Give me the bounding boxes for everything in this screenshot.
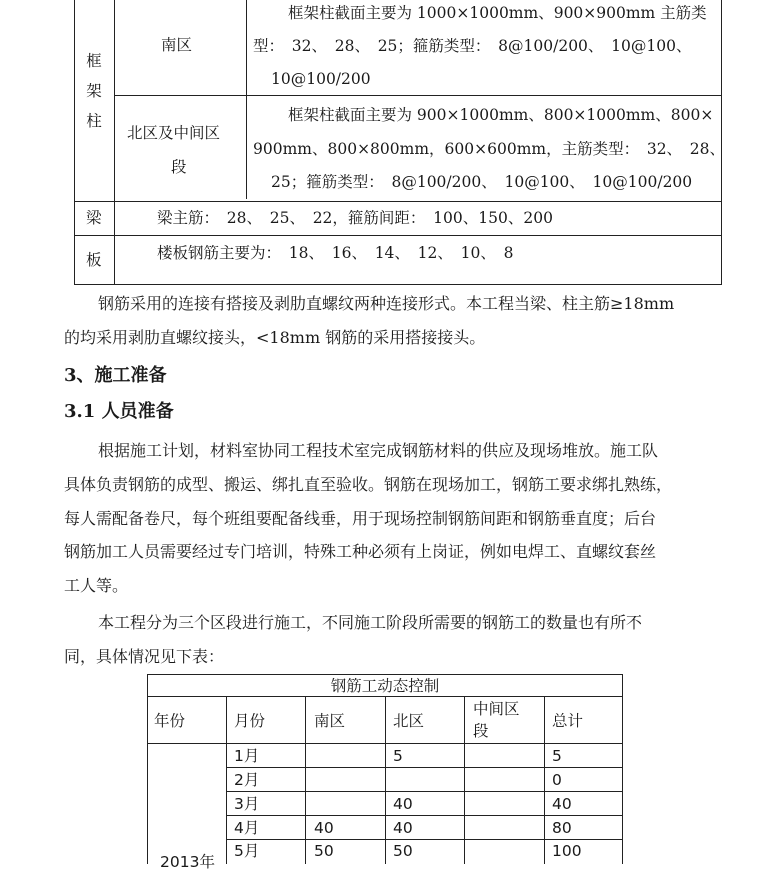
staff-paragraph-line: 每人需配备卷尺，每个班组要配备线垂，用于现场控制钢筋间距和钢筋垂直度；后台: [64, 509, 657, 528]
row-label-frame-column: [83, 46, 105, 136]
label-char: 柱: [86, 112, 102, 130]
north-spec-line: 框架柱截面主要为 900×1000mm、800×1000mm、800×: [288, 106, 714, 124]
year-cell: 2013年: [160, 853, 215, 871]
month-cell: 4月: [234, 819, 260, 837]
rebar-spec-table: [74, 0, 726, 285]
connection-paragraph-line: 钢筋采用的连接有搭接及剥肋直螺纹两种连接形式。本工程当梁、柱主筋≥18mm: [98, 294, 675, 313]
beam-spec: 梁主筋： 28、 25、 22，箍筋间距： 100、150、200: [157, 209, 553, 227]
north-cell: 50: [393, 842, 413, 860]
table-divider: [226, 696, 227, 864]
header-month: 月份: [234, 712, 266, 730]
month-cell: 3月: [234, 795, 260, 813]
staff-paragraph-line: 工人等。: [64, 576, 129, 595]
table-divider: [246, 0, 247, 199]
north-cell: 40: [393, 819, 413, 837]
table-divider: [226, 767, 622, 768]
month-cell: 1月: [234, 747, 260, 765]
total-cell: 40: [552, 795, 572, 813]
total-cell: 100: [552, 842, 582, 860]
total-cell: 80: [552, 819, 572, 837]
table-title: 钢筋工动态控制: [330, 677, 440, 695]
sections-paragraph-line: 本工程分为三个区段进行施工，不同施工阶段所需要的钢筋工的数量也有所不: [98, 613, 643, 632]
header-south: 南区: [314, 712, 346, 730]
south-spec-line: 框架柱截面主要为 1000×1000mm、900×900mm 主筋类: [288, 4, 707, 22]
staff-paragraph-line: 根据施工计划，材料室协同工程技术室完成钢筋材料的供应及现场堆放。施工队: [98, 441, 659, 460]
section-heading: 3、施工准备: [64, 365, 167, 386]
table-divider: [305, 696, 306, 864]
north-cell: 5: [393, 747, 403, 765]
zone-label-north-middle: 北区及中间区: [127, 124, 221, 142]
zone-label-south: 南区: [161, 36, 193, 54]
total-cell: 5: [552, 747, 562, 765]
row-label-beam: 梁: [86, 209, 102, 227]
month-cell: 5月: [234, 842, 260, 860]
south-cell: 50: [314, 842, 334, 860]
connection-paragraph-line: 的均采用剥肋直螺纹接头，<18mm 钢筋的采用搭接接头。: [64, 328, 486, 347]
south-spec-line: 10@100/200: [271, 70, 371, 88]
table-divider: [226, 815, 622, 816]
header-total: 总计: [552, 712, 584, 730]
header-middle: 中间区: [473, 700, 520, 718]
header-north: 北区: [393, 712, 425, 730]
north-cell: 40: [393, 795, 413, 813]
table-divider: [226, 791, 622, 792]
north-spec-line: 900mm、800×800mm，600×600mm，主筋类型： 32、 28、: [253, 140, 726, 158]
table-divider: [544, 696, 545, 864]
table-divider: [75, 235, 721, 236]
label-char: 框: [86, 52, 102, 70]
zone-label-north-middle: 段: [171, 158, 187, 176]
slab-spec: 楼板钢筋主要为： 18、 16、 14、 12、 10、 8: [157, 244, 514, 262]
table-divider: [114, 0, 115, 284]
north-spec-line: 25；箍筋类型： 8@100/200、 10@100、 10@100/200: [271, 173, 693, 191]
staff-paragraph-line: 钢筋加工人员需要经过专门培训，特殊工种必须有上岗证，例如电焊工、直螺纹套丝: [64, 542, 657, 561]
south-spec-line: 型： 32、 28、 25；箍筋类型： 8@100/200、 10@100、: [253, 37, 692, 55]
rebar-worker-control-table: [147, 674, 623, 871]
month-cell: 2月: [234, 771, 260, 789]
total-cell: 0: [552, 771, 562, 789]
header-middle: 段: [473, 722, 489, 740]
south-cell: 40: [314, 819, 334, 837]
table-divider: [464, 696, 465, 864]
staff-paragraph-line: 具体负责钢筋的成型、搬运、绑扎直至验收。钢筋在现场加工，钢筋工要求绑扎熟练，: [64, 475, 673, 494]
row-label-slab: 板: [86, 251, 102, 269]
subsection-heading: 3.1 人员准备: [64, 401, 174, 422]
header-year: 年份: [154, 712, 186, 730]
table-divider: [385, 696, 386, 864]
sections-paragraph-line: 同，具体情况见下表：: [64, 647, 225, 666]
label-char: 架: [86, 82, 102, 100]
table-divider: [114, 95, 721, 96]
